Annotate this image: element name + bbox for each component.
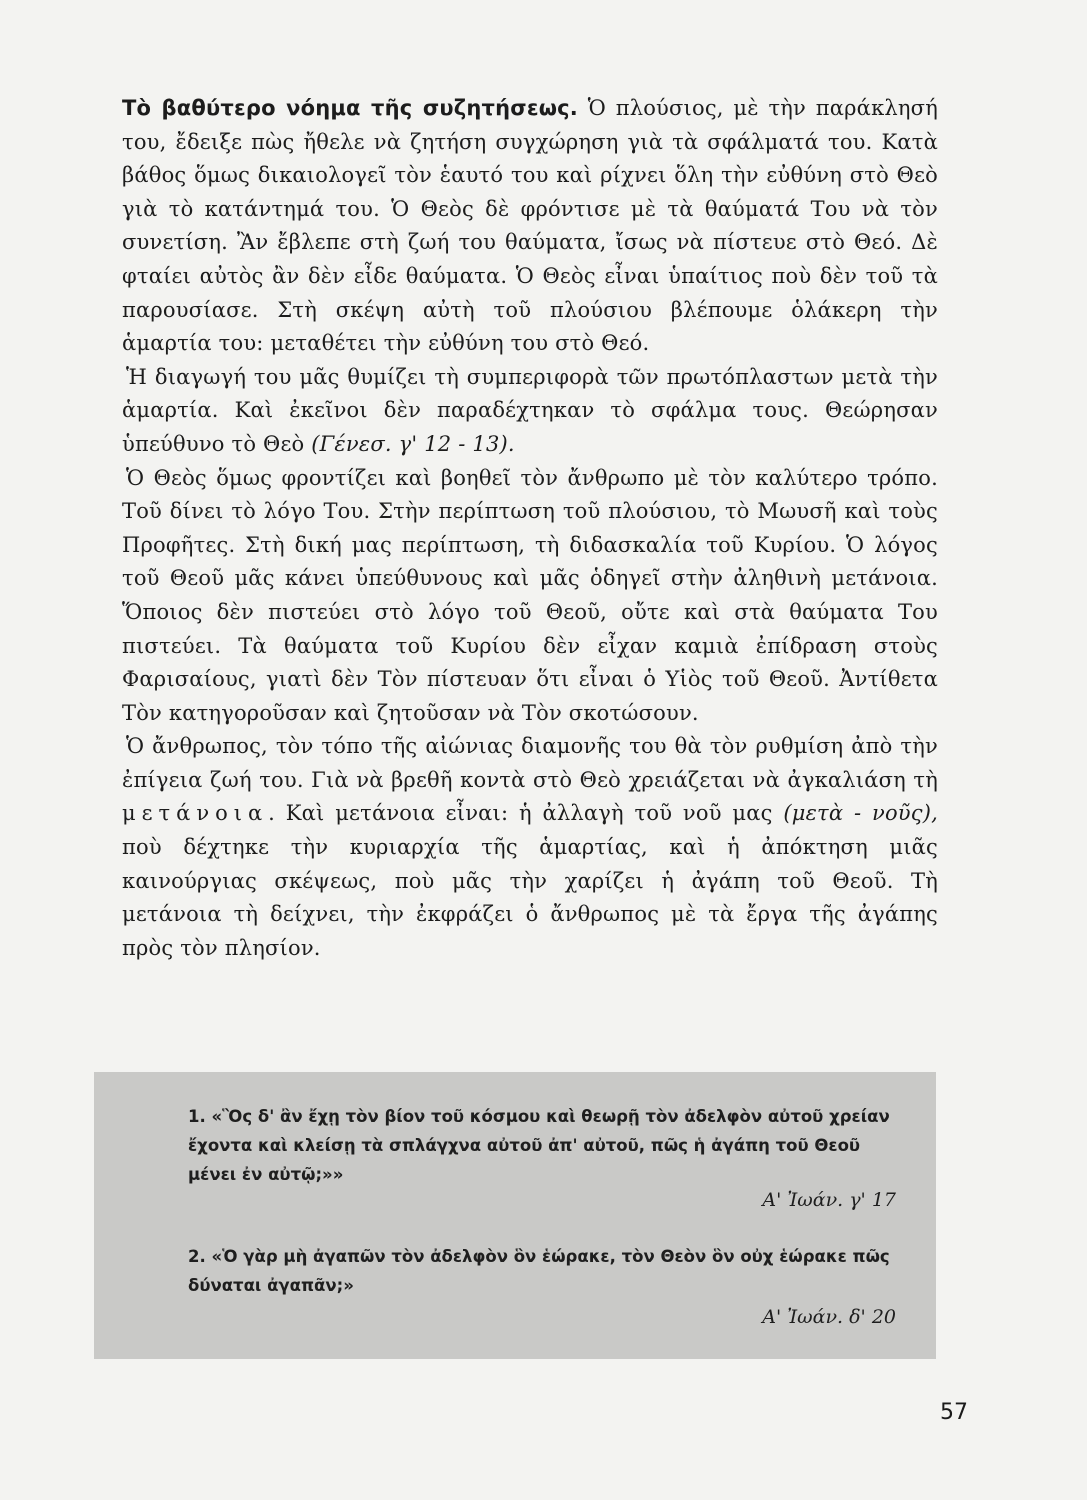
scripture-reference-genesis: (Γένεσ. γ' 12 - 13). [311, 431, 515, 456]
emphasized-word: μετάνοια [122, 801, 269, 826]
paragraph-1-text: Ὁ πλούσιος, μὲ τὴν παράκλησή του, ἔδειξε πὼς ἤθελε νὰ ζητήση συγχώρηση γιὰ τὰ σφάλματά του. Κατὰ βάθος ὅμως δικαιολογεῖ τὸν ἑαυτό του καὶ ρίχνει ὅλη τὴν εὐθύνη στὸ Θεὸ γιὰ τὸ κατάντημά του. Ὁ Θεὸς δὲ φρόντισε μὲ τὰ θαύματά Του νὰ τὸν συνετίση. Ἂν ἔβλεπε στὴ ζωή του θαύματα, ἴσως νὰ πίστευε στὸ Θεό. Δὲ φταίει αὐτὸς ἂν δὲν εἶδε θαύματα. Ὁ Θεὸς εἶναι ὑπαίτιος ποὺ δὲν τοῦ τὰ παρουσίασε. Στὴ σκέψη αὐτὴ τοῦ πλούσιου βλέπουμε ὁλάκερη τὴν ἁμαρτία του: μεταθέτει τὴν εὐθύνη του στὸ Θεό. [122, 96, 938, 356]
quote-2-reference: Α' Ἰωάν. δ' 20 [762, 1306, 896, 1328]
paragraph-1 [122, 92, 938, 361]
paragraph-4-text-c: ποὺ δέχτηκε τὴν κυριαρχία τῆς ἁμαρτίας, καὶ ἡ ἀπόκτηση μιᾶς καινούργιας σκέψεως, ποὺ μᾶς τὴν χαρίζει ἡ ἀγάπη τοῦ Θεοῦ. Τὴ μετάνοια τὴ δείχνει, τὴν ἐκφράζει ὁ ἄνθρωπος μὲ τὰ ἔργα τῆς ἀγάπης πρὸς τὸν πλησίον. [122, 835, 938, 960]
paragraph-4-text-a: Ὁ ἄνθρωπος, τὸν τόπο τῆς αἰώνιας διαμονῆς του θὰ τὸν ρυθμίση ἀπὸ τὴν ἐπίγεια ζωή του. Γιὰ νὰ βρεθῆ κοντὰ στὸ Θεὸ χρειάζεται νὰ ἀγκαλιάση τὴ [122, 734, 938, 792]
section-heading: Τὸ βαθύτερο νόημα τῆς συζητήσεως. [122, 96, 578, 120]
quote-1-text: 1. «Ὃς δ' ἂν ἔχῃ τὸν βίον τοῦ κόσμου καὶ θεωρῇ τὸν ἀδελφὸν αὐτοῦ χρείαν ἔχοντα καὶ κλείσῃ τὰ σπλάγχνα αὐτοῦ ἀπ' αὐτοῦ, πῶς ἡ ἀγάπη τοῦ Θεοῦ μένει ἐν αὐτῷ;»» [188, 1107, 890, 1184]
paragraph-2 [122, 361, 938, 462]
quote-2-text: 2. «Ὁ γὰρ μὴ ἀγαπῶν τὸν ἀδελφὸν ὃν ἑώρακε, τὸν Θεὸν ὃν οὐχ ἑώρακε πῶς δύναται ἀγαπᾶν;» [188, 1247, 890, 1295]
paragraph-2-text: Ἡ διαγωγή του μᾶς θυμίζει τὴ συμπεριφορὰ τῶν πρωτόπλαστων μετὰ τὴν ἁμαρτία. Καὶ ἐκεῖνοι δὲν παραδέχτηκαν τὸ σφάλμα τους. Θεώρησαν ὑπεύθυνο τὸ Θεὸ [122, 364, 938, 456]
quote-1-reference: Α' Ἰωάν. γ' 17 [762, 1189, 896, 1211]
main-text [122, 92, 938, 965]
paragraph-4-text-b: . Καὶ μετάνοια εἶναι: ἡ ἀλλαγὴ τοῦ νοῦ μας [268, 801, 784, 826]
page-number: 57 [940, 1400, 968, 1425]
paragraph-4 [122, 730, 938, 965]
etymology-note: (μετὰ - νοῦς), [783, 801, 938, 826]
scripture-quotes-box [94, 1072, 936, 1359]
paragraph-3: Ὁ Θεὸς ὅμως φροντίζει καὶ βοηθεῖ τὸν ἄνθρωπο μὲ τὸν καλύτερο τρόπο. Τοῦ δίνει τὸ λόγο Του. Στὴν περίπτωση τοῦ πλούσιου, τὸ Μωυσῆ καὶ τοὺς Προφῆτες. Στὴ δική μας περίπτωση, τὴ διδασκαλία τοῦ Κυρίου. Ὁ λόγος τοῦ Θεοῦ μᾶς κάνει ὑπεύθυνους καὶ μᾶς ὁδηγεῖ στὴν ἀληθινὴ μετάνοια. Ὅποιος δὲν πιστεύει στὸ λόγο τοῦ Θεοῦ, οὔτε καὶ στὰ θαύματα Του πιστεύει. Τὰ θαύματα τοῦ Κυρίου δὲν εἶχαν καμιὰ ἐπίδραση στοὺς Φαρισαίους, γιατὶ δὲν Τὸν πίστευαν ὅτι εἶναι ὁ Υἱὸς τοῦ Θεοῦ. Ἀντίθετα Τὸν κατηγοροῦσαν καὶ ζητοῦσαν νὰ Τὸν σκοτώσουν. [122, 465, 938, 725]
